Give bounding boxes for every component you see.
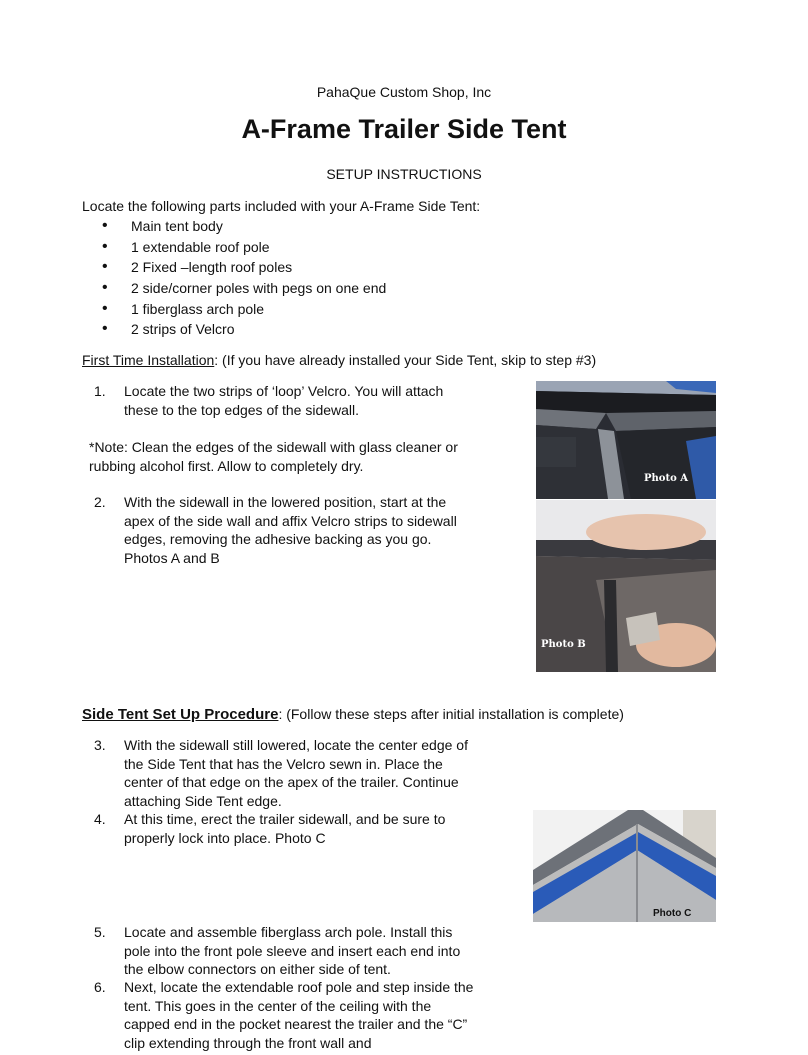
parts-list	[102, 216, 386, 340]
list-item: • 1 fiberglass arch pole	[102, 299, 386, 320]
setup-procedure-heading	[82, 705, 624, 725]
section-heading-note: : (Follow these steps after initial installation is complete)	[278, 706, 624, 722]
section-heading-text: Side Tent Set Up Procedure	[82, 706, 279, 723]
list-item: • 2 strips of Velcro	[102, 319, 386, 340]
step-number: 6.	[94, 979, 106, 995]
step-text: With the sidewall still lowered, locate the center edge of the Side Tent that has the Velcro sewn in. Place the center of that edge on the apex of the trailer. Continue attaching Side Tent edge.	[124, 737, 468, 809]
document-subtitle: SETUP INSTRUCTIONS	[326, 166, 482, 182]
list-item: • 2 Fixed –length roof poles	[102, 257, 386, 278]
photo-b-label: Photo B	[541, 639, 586, 650]
photo-a-image	[536, 381, 716, 499]
first-time-installation-heading	[82, 351, 596, 370]
step-text: Next, locate the extendable roof pole and step inside the tent. This goes in the center of the ceiling with the capped end in the pocket nearest the trailer and the “C” clip extending through the front wall and	[124, 979, 474, 1051]
photo-c-label: Photo C	[653, 908, 692, 919]
step-text: Locate and assemble fiberglass arch pole. Install this pole into the front pole sleeve and insert each end into the elbow connectors on either side of tent.	[124, 924, 461, 978]
step-text: At this time, erect the trailer sidewall, and be sure to properly lock into place. Photo C	[124, 811, 446, 846]
parts-intro: Locate the following parts included with your A-Frame Side Tent:	[82, 198, 481, 214]
step-number: 4.	[94, 811, 106, 827]
section-heading-text: First Time Installation	[82, 352, 215, 368]
document-title: A-Frame Trailer Side Tent	[241, 114, 567, 144]
step-text: With the sidewall in the lowered position, start at the apex of the side wall and affix Velcro strips to sidewall edges, removing the adhesive backing as you go. Photos A and B	[124, 494, 457, 566]
photo-c	[533, 810, 716, 922]
step-number: 1.	[94, 383, 106, 399]
photo-c-image	[533, 810, 716, 922]
cleaning-note: *Note: Clean the edges of the sidewall with glass cleaner or rubbing alcohol first. Allow to completely dry.	[89, 439, 458, 474]
step-number: 3.	[94, 737, 106, 753]
photo-a	[536, 381, 716, 499]
step-text: Locate the two strips of ‘loop’ Velcro. You will attach these to the top edges of the sidewall.	[124, 383, 444, 418]
list-item: • 2 side/corner poles with pegs on one end	[102, 278, 386, 299]
photo-a-label: Photo A	[644, 473, 688, 484]
photo-b	[536, 500, 716, 672]
list-item: • Main tent body	[102, 216, 386, 237]
step-number: 5.	[94, 924, 106, 940]
list-item: • 1 extendable roof pole	[102, 237, 386, 258]
section-heading-note: : (If you have already installed your Side Tent, skip to step #3)	[214, 352, 597, 368]
step-number: 2.	[94, 494, 106, 510]
company-name: PahaQue Custom Shop, Inc	[316, 84, 492, 100]
